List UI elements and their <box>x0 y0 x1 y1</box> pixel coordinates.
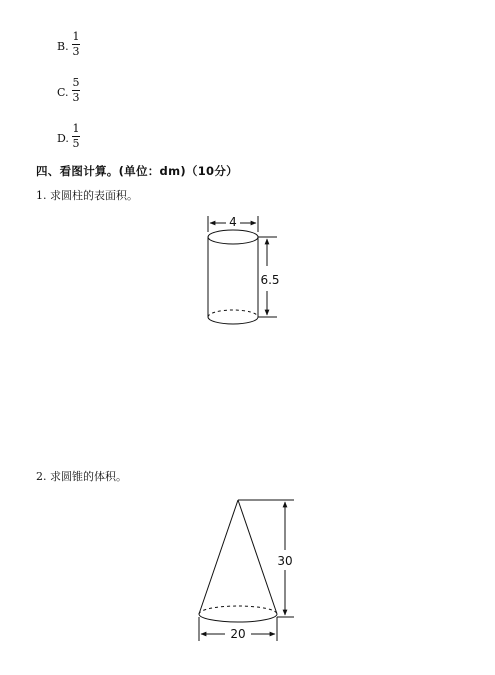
fraction-denominator: 5 <box>72 137 80 150</box>
cone-right-edge <box>238 500 277 614</box>
question-1: 1. 求圆柱的表面积。 <box>36 189 138 202</box>
cylinder-diagram <box>208 216 280 324</box>
cone-base-back <box>199 606 277 614</box>
fraction-denominator: 3 <box>72 91 80 104</box>
cone-base-front <box>199 614 277 622</box>
fraction-denominator: 3 <box>72 45 80 58</box>
section-title: 四、看图计算。(单位：dm)（10分） <box>36 164 238 178</box>
fraction-numerator: 5 <box>72 76 80 89</box>
cylinder-bottom-front <box>208 317 258 324</box>
option-letter: B. <box>57 40 69 53</box>
cylinder-top-ellipse <box>208 230 258 244</box>
question-2: 2. 求圆锥的体积。 <box>36 470 127 483</box>
option-letter: D. <box>57 132 69 145</box>
cylinder-diameter-label: 4 <box>229 215 237 229</box>
fraction-numerator: 1 <box>72 30 80 43</box>
cone-height-label: 30 <box>277 554 293 568</box>
cone-diagram <box>199 500 294 641</box>
cylinder-height-label: 6.5 <box>260 273 280 287</box>
cone-diameter-label: 20 <box>230 627 246 641</box>
cylinder-bottom-back <box>208 310 258 317</box>
cone-left-edge <box>199 500 238 614</box>
option-letter: C. <box>57 86 69 99</box>
fraction-numerator: 1 <box>72 122 80 135</box>
